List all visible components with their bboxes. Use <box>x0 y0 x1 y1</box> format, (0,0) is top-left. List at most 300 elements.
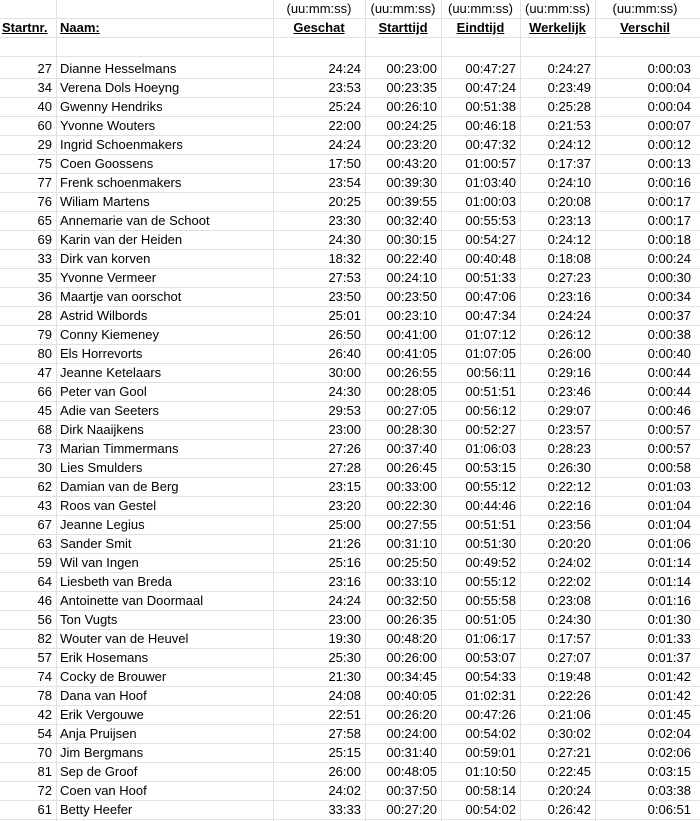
cell-startnr[interactable]: 82 <box>37 631 52 646</box>
cell-eindtijd[interactable]: 00:47:24 <box>465 80 516 95</box>
header-naam[interactable]: Naam: <box>60 20 100 35</box>
cell-eindtijd[interactable]: 00:54:27 <box>465 232 516 247</box>
cell-eindtijd[interactable]: 00:55:12 <box>465 574 516 589</box>
cell-verschil[interactable]: 0:01:14 <box>647 574 691 589</box>
cell-starttijd[interactable]: 00:26:10 <box>386 99 437 114</box>
cell-eindtijd[interactable]: 00:54:02 <box>465 802 516 817</box>
cell-verschil[interactable]: 0:00:34 <box>647 289 691 304</box>
cell-werkelijk[interactable]: 0:22:02 <box>547 574 591 589</box>
cell-eindtijd[interactable]: 00:56:12 <box>465 403 516 418</box>
cell-verschil[interactable]: 0:01:04 <box>647 498 691 513</box>
cell-werkelijk[interactable]: 0:24:12 <box>547 232 591 247</box>
cell-verschil[interactable]: 0:00:17 <box>647 194 691 209</box>
cell-naam[interactable]: Ingrid Schoenmakers <box>60 137 183 152</box>
cell-startnr[interactable]: 78 <box>37 688 52 703</box>
cell-starttijd[interactable]: 00:25:50 <box>386 555 437 570</box>
cell-werkelijk[interactable]: 0:20:08 <box>547 194 591 209</box>
cell-werkelijk[interactable]: 0:23:46 <box>547 384 591 399</box>
cell-eindtijd[interactable]: 00:47:34 <box>465 308 516 323</box>
cell-starttijd[interactable]: 00:37:40 <box>386 441 437 456</box>
cell-startnr[interactable]: 61 <box>37 802 52 817</box>
cell-geschat[interactable]: 26:50 <box>328 327 361 342</box>
cell-werkelijk[interactable]: 0:26:30 <box>547 460 591 475</box>
cell-naam[interactable]: Erik Hosemans <box>60 650 149 665</box>
header-geschat[interactable]: Geschat <box>293 20 345 35</box>
cell-verschil[interactable]: 0:00:37 <box>647 308 691 323</box>
cell-starttijd[interactable]: 00:27:20 <box>386 802 437 817</box>
cell-verschil[interactable]: 0:03:15 <box>647 764 691 779</box>
cell-geschat[interactable]: 23:30 <box>328 213 361 228</box>
cell-startnr[interactable]: 28 <box>37 308 52 323</box>
cell-starttijd[interactable]: 00:26:45 <box>386 460 437 475</box>
cell-naam[interactable]: Jim Bergmans <box>60 745 144 760</box>
cell-eindtijd[interactable]: 00:49:52 <box>465 555 516 570</box>
cell-naam[interactable]: Yvonne Vermeer <box>60 270 157 285</box>
cell-startnr[interactable]: 46 <box>37 593 52 608</box>
cell-werkelijk[interactable]: 0:23:57 <box>547 422 591 437</box>
cell-geschat[interactable]: 23:00 <box>328 422 361 437</box>
cell-starttijd[interactable]: 00:26:55 <box>386 365 437 380</box>
cell-startnr[interactable]: 27 <box>37 61 52 76</box>
cell-startnr[interactable]: 74 <box>37 669 52 684</box>
cell-verschil[interactable]: 0:00:58 <box>647 460 691 475</box>
cell-verschil[interactable]: 0:01:42 <box>647 669 691 684</box>
cell-verschil[interactable]: 0:00:07 <box>647 118 691 133</box>
cell-starttijd[interactable]: 00:33:10 <box>386 574 437 589</box>
cell-geschat[interactable]: 25:00 <box>328 517 361 532</box>
cell-verschil[interactable]: 0:01:16 <box>647 593 691 608</box>
cell-naam[interactable]: Frenk schoenmakers <box>60 175 182 190</box>
cell-geschat[interactable]: 18:32 <box>328 251 361 266</box>
cell-naam[interactable]: Roos van Gestel <box>60 498 157 513</box>
cell-startnr[interactable]: 64 <box>37 574 52 589</box>
cell-geschat[interactable]: 25:16 <box>328 555 361 570</box>
cell-naam[interactable]: Verena Dols Hoeyng <box>60 80 180 95</box>
cell-eindtijd[interactable]: 01:00:03 <box>465 194 516 209</box>
cell-verschil[interactable]: 0:00:44 <box>647 365 691 380</box>
cell-verschil[interactable]: 0:00:04 <box>647 99 691 114</box>
cell-werkelijk[interactable]: 0:27:07 <box>547 650 591 665</box>
cell-verschil[interactable]: 0:01:37 <box>647 650 691 665</box>
cell-geschat[interactable]: 19:30 <box>328 631 361 646</box>
cell-naam[interactable]: Yvonne Wouters <box>60 118 156 133</box>
cell-verschil[interactable]: 0:00:40 <box>647 346 691 361</box>
table-row <box>0 649 700 668</box>
cell-geschat[interactable]: 33:33 <box>328 802 361 817</box>
cell-verschil[interactable]: 0:00:12 <box>647 137 691 152</box>
cell-startnr[interactable]: 60 <box>37 118 52 133</box>
cell-geschat[interactable]: 24:30 <box>328 232 361 247</box>
cell-starttijd[interactable]: 00:31:40 <box>386 745 437 760</box>
cell-werkelijk[interactable]: 0:23:13 <box>547 213 591 228</box>
cell-eindtijd[interactable]: 01:06:03 <box>465 441 516 456</box>
cell-starttijd[interactable]: 00:41:00 <box>386 327 437 342</box>
unit-starttijd[interactable]: (uu:mm:ss) <box>370 1 436 16</box>
cell-verschil[interactable]: 0:00:57 <box>647 422 691 437</box>
cell-werkelijk[interactable]: 0:24:10 <box>547 175 591 190</box>
cell-werkelijk[interactable]: 0:24:30 <box>547 612 591 627</box>
cell-geschat[interactable]: 24:24 <box>328 61 361 76</box>
cell-naam[interactable]: Cocky de Brouwer <box>60 669 167 684</box>
cell-werkelijk[interactable]: 0:20:24 <box>547 783 591 798</box>
cell-verschil[interactable]: 0:00:44 <box>647 384 691 399</box>
cell-starttijd[interactable]: 00:30:15 <box>386 232 437 247</box>
cell-werkelijk[interactable]: 0:23:16 <box>547 289 591 304</box>
cell-startnr[interactable]: 30 <box>37 460 52 475</box>
cell-starttijd[interactable]: 00:43:20 <box>386 156 437 171</box>
cell-eindtijd[interactable]: 00:54:02 <box>465 726 516 741</box>
cell-startnr[interactable]: 63 <box>37 536 52 551</box>
cell-eindtijd[interactable]: 00:51:38 <box>465 99 516 114</box>
cell-starttijd[interactable]: 00:31:10 <box>386 536 437 551</box>
cell-naam[interactable]: Erik Vergouwe <box>60 707 144 722</box>
cell-verschil[interactable]: 0:00:16 <box>647 175 691 190</box>
cell-werkelijk[interactable]: 0:21:53 <box>547 118 591 133</box>
cell-geschat[interactable]: 29:53 <box>328 403 361 418</box>
cell-eindtijd[interactable]: 01:02:31 <box>465 688 516 703</box>
cell-geschat[interactable]: 23:20 <box>328 498 361 513</box>
cell-geschat[interactable]: 27:58 <box>328 726 361 741</box>
cell-naam[interactable]: Damian van de Berg <box>60 479 179 494</box>
cell-verschil[interactable]: 0:00:03 <box>647 61 691 76</box>
cell-starttijd[interactable]: 00:23:20 <box>386 137 437 152</box>
cell-werkelijk[interactable]: 0:28:23 <box>547 441 591 456</box>
cell-startnr[interactable]: 81 <box>37 764 52 779</box>
cell-starttijd[interactable]: 00:27:55 <box>386 517 437 532</box>
header-werkelijk[interactable]: Werkelijk <box>529 20 586 35</box>
cell-geschat[interactable]: 21:30 <box>328 669 361 684</box>
cell-naam[interactable]: Astrid Wilbords <box>60 308 148 323</box>
cell-startnr[interactable]: 40 <box>37 99 52 114</box>
cell-starttijd[interactable]: 00:41:05 <box>386 346 437 361</box>
cell-starttijd[interactable]: 00:23:10 <box>386 308 437 323</box>
cell-eindtijd[interactable]: 00:55:53 <box>465 213 516 228</box>
cell-werkelijk[interactable]: 0:18:08 <box>547 251 591 266</box>
cell-starttijd[interactable]: 00:23:00 <box>386 61 437 76</box>
cell-geschat[interactable]: 30:00 <box>328 365 361 380</box>
cell-naam[interactable]: Wouter van de Heuvel <box>60 631 189 646</box>
cell-geschat[interactable]: 24:08 <box>328 688 361 703</box>
cell-starttijd[interactable]: 00:26:00 <box>386 650 437 665</box>
cell-naam[interactable]: Coen van Hoof <box>60 783 147 798</box>
cell-geschat[interactable]: 17:50 <box>328 156 361 171</box>
table-row <box>0 231 700 250</box>
cell-naam[interactable]: Adie van Seeters <box>60 403 160 418</box>
cell-eindtijd[interactable]: 00:47:06 <box>465 289 516 304</box>
cell-naam[interactable]: Annemarie van de Schoot <box>60 213 210 228</box>
cell-naam[interactable]: Gwenny Hendriks <box>60 99 163 114</box>
cell-eindtijd[interactable]: 00:58:14 <box>465 783 516 798</box>
cell-verschil[interactable]: 0:00:13 <box>647 156 691 171</box>
cell-werkelijk[interactable]: 0:19:48 <box>547 669 591 684</box>
cell-startnr[interactable]: 70 <box>37 745 52 760</box>
unit-werkelijk[interactable]: (uu:mm:ss) <box>525 1 590 16</box>
cell-startnr[interactable]: 29 <box>37 137 52 152</box>
cell-startnr[interactable]: 80 <box>37 346 52 361</box>
cell-startnr[interactable]: 77 <box>37 175 52 190</box>
cell-werkelijk[interactable]: 0:26:12 <box>547 327 591 342</box>
cell-eindtijd[interactable]: 00:51:33 <box>465 270 516 285</box>
cell-werkelijk[interactable]: 0:24:27 <box>547 61 591 76</box>
cell-werkelijk[interactable]: 0:20:20 <box>547 536 591 551</box>
cell-naam[interactable]: Marian Timmermans <box>60 441 179 456</box>
cell-naam[interactable]: Wil van Ingen <box>60 555 139 570</box>
cell-werkelijk[interactable]: 0:24:12 <box>547 137 591 152</box>
cell-starttijd[interactable]: 00:28:05 <box>386 384 437 399</box>
cell-werkelijk[interactable]: 0:24:02 <box>547 555 591 570</box>
unit-verschil[interactable]: (uu:mm:ss) <box>612 1 678 16</box>
cell-starttijd[interactable]: 00:23:50 <box>386 289 437 304</box>
cell-startnr[interactable]: 59 <box>37 555 52 570</box>
cell-startnr[interactable]: 36 <box>37 289 52 304</box>
cell-naam[interactable]: Antoinette van Doormaal <box>60 593 204 608</box>
cell-starttijd[interactable]: 00:22:30 <box>386 498 437 513</box>
cell-startnr[interactable]: 35 <box>37 270 52 285</box>
empty-row <box>0 38 700 57</box>
cell-starttijd[interactable]: 00:27:05 <box>386 403 437 418</box>
cell-verschil[interactable]: 0:00:46 <box>647 403 691 418</box>
cell-verschil[interactable]: 0:01:42 <box>647 688 691 703</box>
cell-naam[interactable]: Dirk Naaijkens <box>60 422 144 437</box>
cell-verschil[interactable]: 0:00:04 <box>647 80 691 95</box>
cell-startnr[interactable]: 34 <box>37 80 52 95</box>
cell-startnr[interactable]: 67 <box>37 517 52 532</box>
cell-eindtijd[interactable]: 00:54:33 <box>465 669 516 684</box>
cell-werkelijk[interactable]: 0:29:16 <box>547 365 591 380</box>
cell-verschil[interactable]: 0:01:30 <box>647 612 691 627</box>
cell-starttijd[interactable]: 00:39:55 <box>386 194 437 209</box>
cell-geschat[interactable]: 25:24 <box>328 99 361 114</box>
cell-starttijd[interactable]: 00:48:05 <box>386 764 437 779</box>
cell-werkelijk[interactable]: 0:17:57 <box>547 631 591 646</box>
cell-verschil[interactable]: 0:01:03 <box>647 479 691 494</box>
cell-geschat[interactable]: 22:51 <box>328 707 361 722</box>
cell-geschat[interactable]: 24:02 <box>328 783 361 798</box>
cell-naam[interactable]: Sep de Groof <box>60 764 138 779</box>
cell-startnr[interactable]: 69 <box>37 232 52 247</box>
cell-starttijd[interactable]: 00:22:40 <box>386 251 437 266</box>
cell-startnr[interactable]: 43 <box>37 498 52 513</box>
cell-eindtijd[interactable]: 00:56:11 <box>466 365 516 380</box>
cell-starttijd[interactable]: 00:26:20 <box>386 707 437 722</box>
cell-geschat[interactable]: 25:30 <box>328 650 361 665</box>
cell-verschil[interactable]: 0:01:14 <box>647 555 691 570</box>
cell-werkelijk[interactable]: 0:23:56 <box>547 517 591 532</box>
cell-starttijd[interactable]: 00:24:25 <box>386 118 437 133</box>
cell-starttijd[interactable]: 00:40:05 <box>386 688 437 703</box>
cell-startnr[interactable]: 33 <box>37 251 52 266</box>
cell-verschil[interactable]: 0:00:38 <box>647 327 691 342</box>
cell-startnr[interactable]: 75 <box>37 156 52 171</box>
cell-naam[interactable]: Coen Goossens <box>60 156 154 171</box>
cell-starttijd[interactable]: 00:33:00 <box>386 479 437 494</box>
cell-naam[interactable]: Dianne Hesselmans <box>60 61 177 76</box>
cell-eindtijd[interactable]: 01:06:17 <box>465 631 516 646</box>
cell-eindtijd[interactable]: 00:46:18 <box>465 118 516 133</box>
header-eindtijd[interactable]: Eindtijd <box>456 20 505 35</box>
cell-startnr[interactable]: 73 <box>37 441 52 456</box>
cell-geschat[interactable]: 26:00 <box>328 764 361 779</box>
cell-startnr[interactable]: 57 <box>37 650 52 665</box>
cell-geschat[interactable]: 23:50 <box>328 289 361 304</box>
table-row <box>0 383 700 402</box>
cell-eindtijd[interactable]: 00:59:01 <box>465 745 516 760</box>
cell-starttijd[interactable]: 00:28:30 <box>386 422 437 437</box>
cell-eindtijd[interactable]: 00:47:26 <box>465 707 516 722</box>
cell-naam[interactable]: Jeanne Legius <box>60 517 145 532</box>
cell-eindtijd[interactable]: 01:10:50 <box>465 764 516 779</box>
header-verschil[interactable]: Verschil <box>620 20 670 35</box>
cell-naam[interactable]: Liesbeth van Breda <box>60 574 173 589</box>
cell-eindtijd[interactable]: 00:53:15 <box>465 460 516 475</box>
cell-eindtijd[interactable]: 00:55:12 <box>465 479 516 494</box>
cell-verschil[interactable]: 0:01:33 <box>647 631 691 646</box>
cell-geschat[interactable]: 27:53 <box>328 270 361 285</box>
cell-startnr[interactable]: 42 <box>37 707 52 722</box>
cell-eindtijd[interactable]: 00:51:30 <box>465 536 516 551</box>
cell-eindtijd[interactable]: 00:52:27 <box>465 422 516 437</box>
cell-verschil[interactable]: 0:00:17 <box>647 213 691 228</box>
cell-naam[interactable]: Dana van Hoof <box>60 688 147 703</box>
cell-naam[interactable]: Dirk van korven <box>60 251 151 266</box>
cell-geschat[interactable]: 25:15 <box>328 745 361 760</box>
cell-startnr[interactable]: 68 <box>37 422 52 437</box>
cell-verschil[interactable]: 0:00:57 <box>647 441 691 456</box>
cell-eindtijd[interactable]: 00:53:07 <box>465 650 516 665</box>
table-row <box>0 98 700 117</box>
cell-eindtijd[interactable]: 00:55:58 <box>465 593 516 608</box>
table-row <box>0 668 700 687</box>
cell-starttijd[interactable]: 00:48:20 <box>386 631 437 646</box>
cell-naam[interactable]: Peter van Gool <box>60 384 147 399</box>
cell-geschat[interactable]: 23:15 <box>328 479 361 494</box>
cell-verschil[interactable]: 0:06:51 <box>647 802 691 817</box>
cell-startnr[interactable]: 62 <box>37 479 52 494</box>
cell-werkelijk[interactable]: 0:29:07 <box>547 403 591 418</box>
cell-naam[interactable]: Conny Kiemeney <box>60 327 159 342</box>
cell-werkelijk[interactable]: 0:23:08 <box>547 593 591 608</box>
cell-starttijd[interactable]: 00:32:40 <box>386 213 437 228</box>
cell-eindtijd[interactable]: 01:07:05 <box>465 346 516 361</box>
cell-geschat[interactable]: 21:26 <box>328 536 361 551</box>
cell-werkelijk[interactable]: 0:21:06 <box>547 707 591 722</box>
cell-verschil[interactable]: 0:02:04 <box>647 726 691 741</box>
cell-werkelijk[interactable]: 0:22:26 <box>547 688 591 703</box>
cell-werkelijk[interactable]: 0:26:00 <box>547 346 591 361</box>
cell-geschat[interactable]: 22:00 <box>328 118 361 133</box>
cell-eindtijd[interactable]: 00:44:46 <box>465 498 516 513</box>
cell-starttijd[interactable]: 00:26:35 <box>386 612 437 627</box>
cell-starttijd[interactable]: 00:24:00 <box>386 726 437 741</box>
cell-startnr[interactable]: 66 <box>37 384 52 399</box>
cell-verschil[interactable]: 0:01:04 <box>647 517 691 532</box>
cell-eindtijd[interactable]: 01:03:40 <box>465 175 516 190</box>
cell-starttijd[interactable]: 00:39:30 <box>386 175 437 190</box>
cell-eindtijd[interactable]: 00:40:48 <box>465 251 516 266</box>
cell-verschil[interactable]: 0:02:06 <box>647 745 691 760</box>
cell-werkelijk[interactable]: 0:25:28 <box>547 99 591 114</box>
cell-verschil[interactable]: 0:01:06 <box>647 536 691 551</box>
cell-starttijd[interactable]: 00:24:10 <box>386 270 437 285</box>
header-starttijd[interactable]: Starttijd <box>378 20 428 35</box>
cell-geschat[interactable]: 24:24 <box>328 593 361 608</box>
cell-startnr[interactable]: 65 <box>37 213 52 228</box>
cell-geschat[interactable]: 27:28 <box>328 460 361 475</box>
cell-eindtijd[interactable]: 00:51:51 <box>465 517 516 532</box>
cell-startnr[interactable]: 56 <box>37 612 52 627</box>
cell-naam[interactable]: Lies Smulders <box>60 460 143 475</box>
header-startnr[interactable]: Startnr. <box>2 20 48 35</box>
cell-geschat[interactable]: 23:00 <box>328 612 361 627</box>
cell-starttijd[interactable]: 00:34:45 <box>386 669 437 684</box>
cell-naam[interactable]: Maartje van oorschot <box>60 289 182 304</box>
cell-startnr[interactable]: 54 <box>37 726 52 741</box>
cell-geschat[interactable]: 23:54 <box>328 175 361 190</box>
cell-eindtijd[interactable]: 01:07:12 <box>465 327 516 342</box>
cell-naam[interactable]: Wiliam Martens <box>60 194 150 209</box>
cell-eindtijd[interactable]: 00:47:32 <box>465 137 516 152</box>
cell-werkelijk[interactable]: 0:24:24 <box>547 308 591 323</box>
cell-geschat[interactable]: 23:53 <box>328 80 361 95</box>
cell-startnr[interactable]: 76 <box>37 194 52 209</box>
cell-verschil[interactable]: 0:00:30 <box>647 270 691 285</box>
table-row <box>0 725 700 744</box>
cell-werkelijk[interactable]: 0:22:16 <box>547 498 591 513</box>
cell-eindtijd[interactable]: 00:47:27 <box>465 61 516 76</box>
unit-geschat[interactable]: (uu:mm:ss) <box>286 1 352 16</box>
cell-starttijd[interactable]: 00:37:50 <box>386 783 437 798</box>
cell-naam[interactable]: Jeanne Ketelaars <box>60 365 162 380</box>
cell-startnr[interactable]: 79 <box>37 327 52 342</box>
cell-eindtijd[interactable]: 01:00:57 <box>465 156 516 171</box>
cell-verschil[interactable]: 0:03:38 <box>647 783 691 798</box>
cell-naam[interactable]: Els Horrevorts <box>60 346 143 361</box>
cell-geschat[interactable]: 20:25 <box>328 194 361 209</box>
cell-werkelijk[interactable]: 0:23:49 <box>547 80 591 95</box>
cell-eindtijd[interactable]: 00:51:51 <box>465 384 516 399</box>
cell-verschil[interactable]: 0:00:18 <box>647 232 691 247</box>
cell-werkelijk[interactable]: 0:22:45 <box>547 764 591 779</box>
cell-geschat[interactable]: 23:16 <box>328 574 361 589</box>
table-row <box>0 801 700 820</box>
cell-startnr[interactable]: 45 <box>37 403 52 418</box>
cell-geschat[interactable]: 24:30 <box>328 384 361 399</box>
cell-startnr[interactable]: 72 <box>37 783 52 798</box>
cell-starttijd[interactable]: 00:23:35 <box>386 80 437 95</box>
cell-geschat[interactable]: 24:24 <box>328 137 361 152</box>
cell-werkelijk[interactable]: 0:17:37 <box>547 156 591 171</box>
cell-naam[interactable]: Ton Vugts <box>60 612 118 627</box>
unit-eindtijd[interactable]: (uu:mm:ss) <box>448 1 513 16</box>
cell-starttijd[interactable]: 00:32:50 <box>386 593 437 608</box>
cell-geschat[interactable]: 25:01 <box>328 308 361 323</box>
cell-startnr[interactable]: 47 <box>37 365 52 380</box>
cell-eindtijd[interactable]: 00:51:05 <box>465 612 516 627</box>
cell-verschil[interactable]: 0:01:45 <box>647 707 691 722</box>
cell-werkelijk[interactable]: 0:26:42 <box>547 802 591 817</box>
cell-naam[interactable]: Sander Smit <box>60 536 132 551</box>
cell-geschat[interactable]: 26:40 <box>328 346 361 361</box>
cell-werkelijk[interactable]: 0:30:02 <box>547 726 591 741</box>
cell-geschat[interactable]: 27:26 <box>328 441 361 456</box>
cell-naam[interactable]: Betty Heefer <box>60 802 133 817</box>
cell-naam[interactable]: Anja Pruijsen <box>60 726 137 741</box>
cell-werkelijk[interactable]: 0:22:12 <box>547 479 591 494</box>
cell-naam[interactable]: Karin van der Heiden <box>60 232 183 247</box>
cell-verschil[interactable]: 0:00:24 <box>647 251 691 266</box>
cell-werkelijk[interactable]: 0:27:21 <box>547 745 591 760</box>
cell-werkelijk[interactable]: 0:27:23 <box>547 270 591 285</box>
